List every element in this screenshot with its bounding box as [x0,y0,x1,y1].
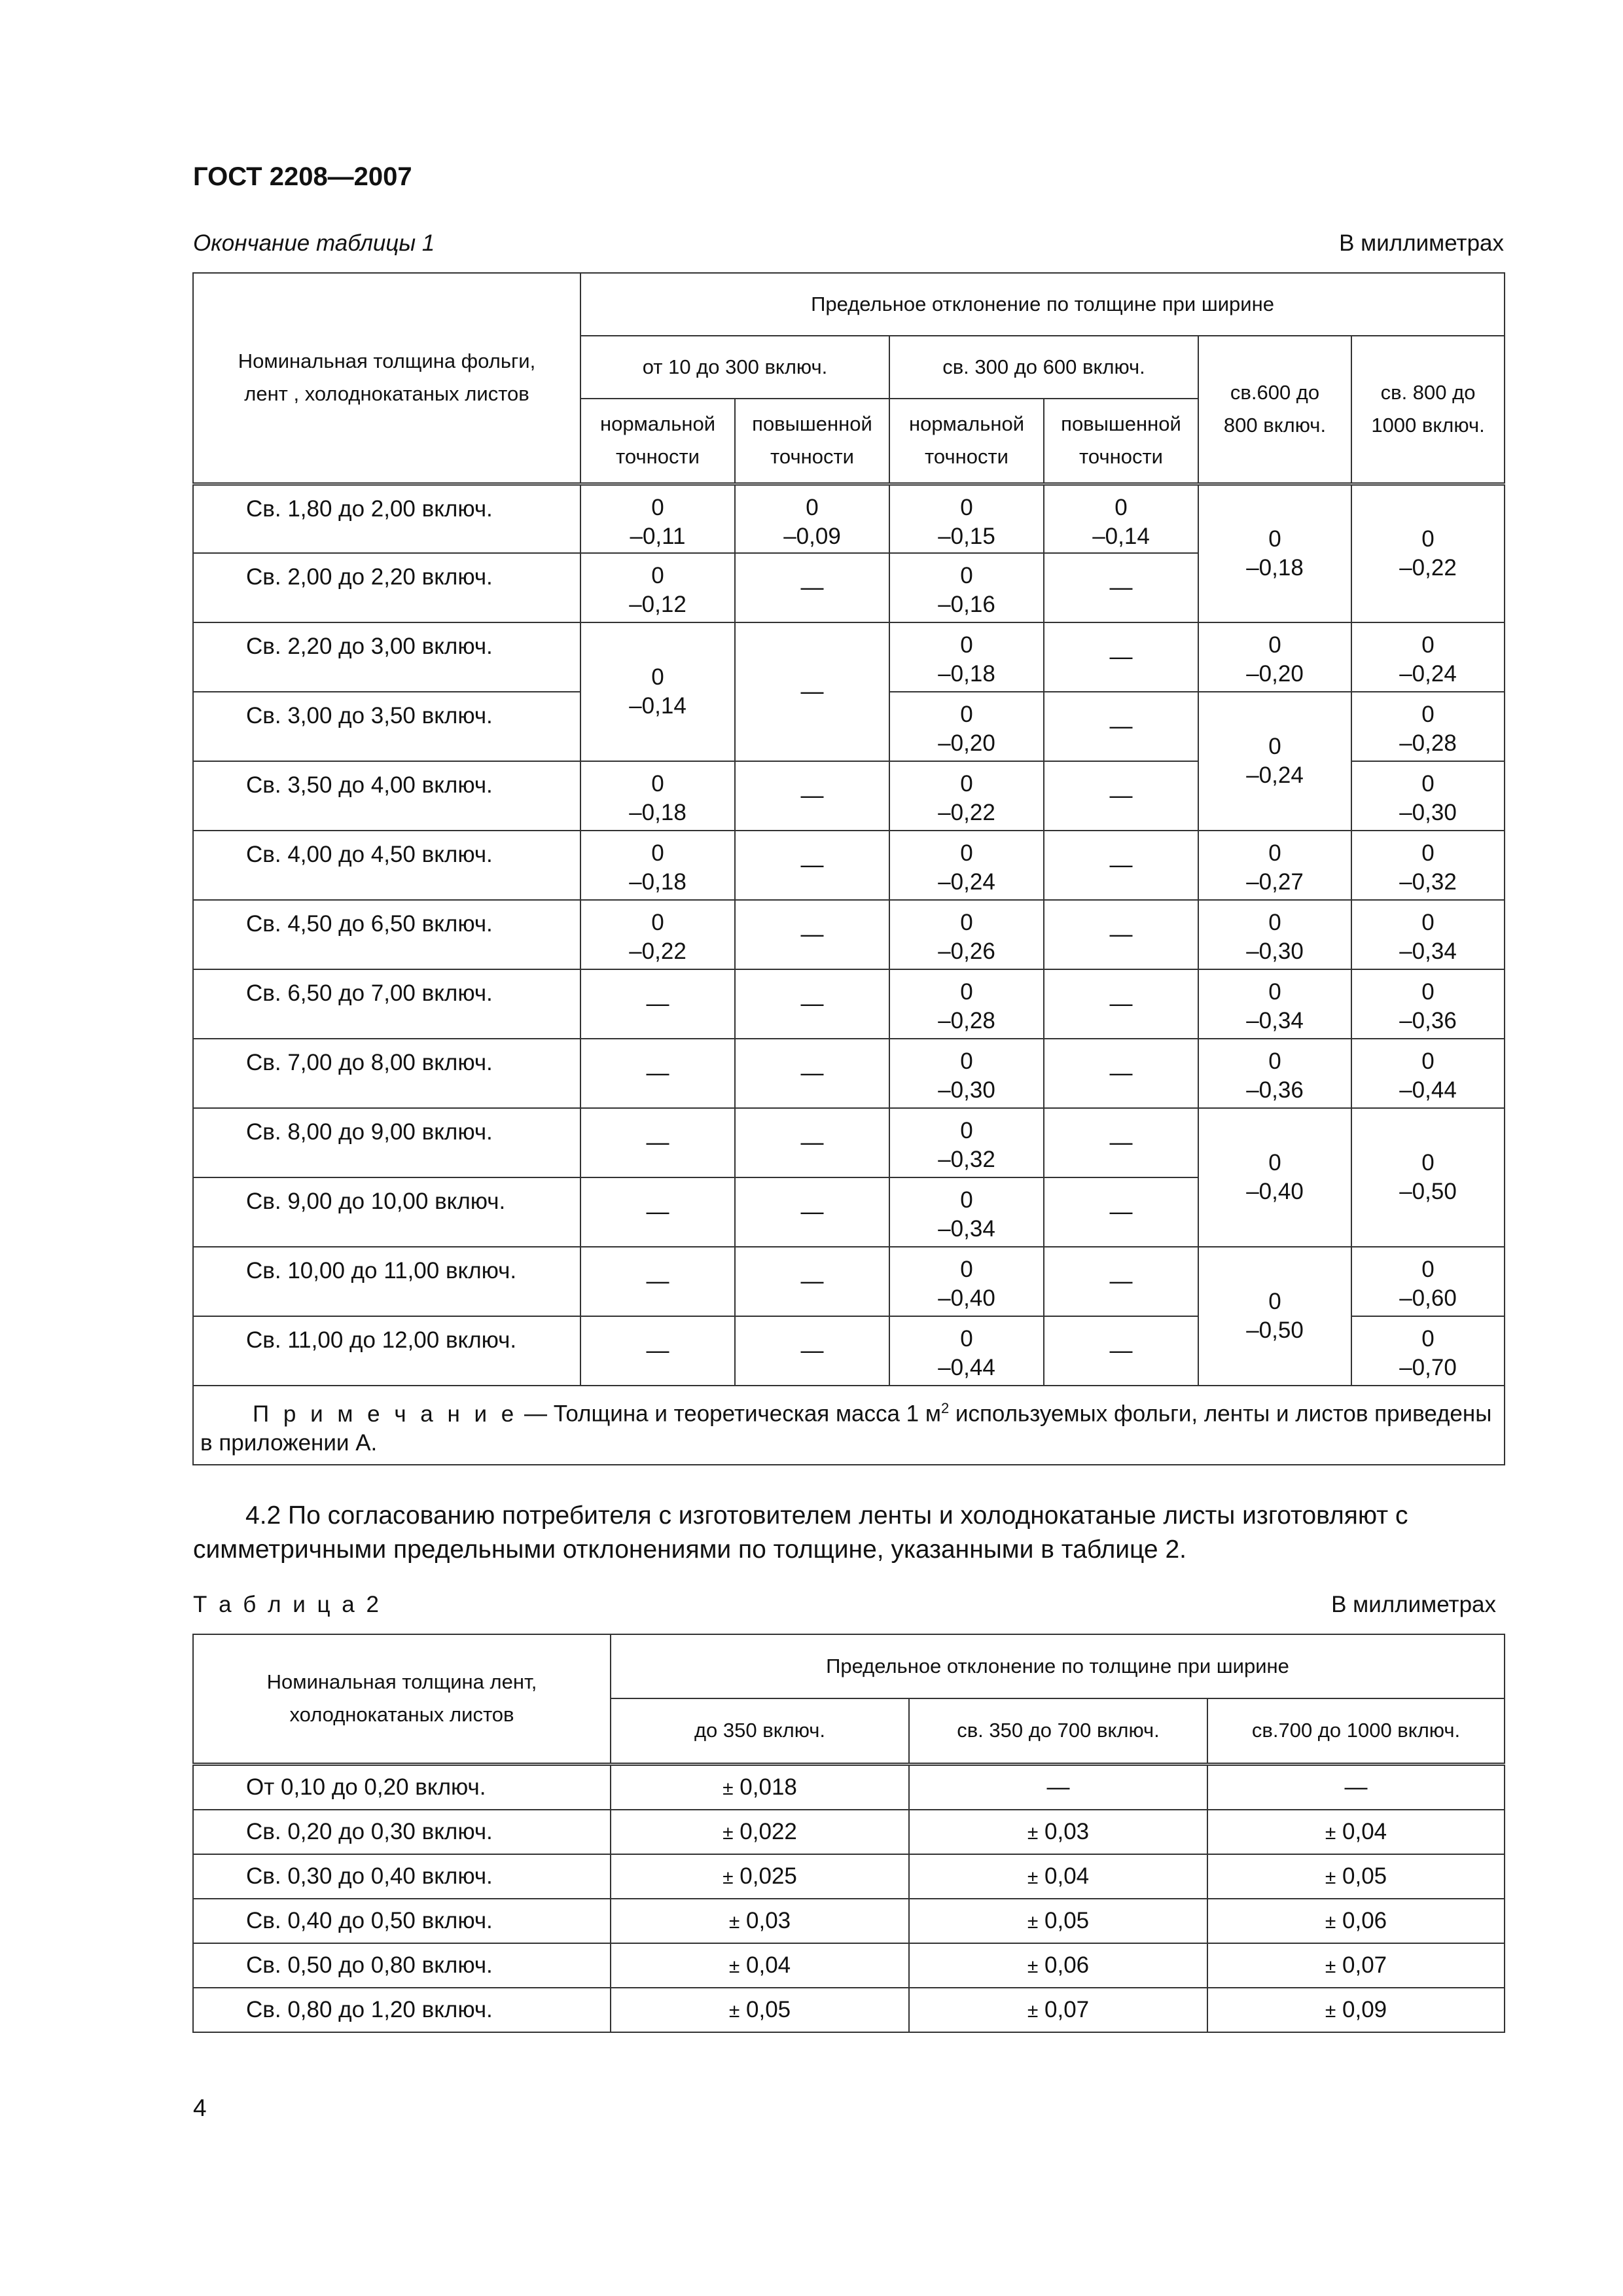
paragraph-4-2: 4.2 По согласованию потребителя с изготовителем ленты и холоднокатаные листы изготовляют с симметричными предельными отклонениями по толщине, указанными в таблице 2. [193,1501,1408,1564]
table1-caption: Окончание таблицы 1 [193,230,435,256]
header-width-3: св.600 до 800 включ. [1198,336,1351,484]
header-thickness: Номинальная толщина лент, холоднокатаных листов [193,1634,611,1764]
cell: 0 –0,18 [889,622,1044,692]
table-row [193,1899,1505,1943]
table-row [193,484,1505,553]
cell: — [735,1316,889,1386]
table-row [193,622,1505,692]
cell: — [735,1039,889,1108]
header-high: повышенной точности [735,399,889,484]
row-label: Св. 10,00 до 11,00 включ. [193,1247,580,1316]
cell: — [735,761,889,831]
table2-units: В миллиметрах [1331,1592,1496,1617]
cell: — [735,622,889,761]
row-label: Св. 6,50 до 7,00 включ. [193,969,580,1039]
cell: 0 –0,28 [889,969,1044,1039]
cell: — [580,969,735,1039]
cell: 0 –0,34 [1351,900,1505,969]
cell: — [1044,1247,1198,1316]
table2-caption: Т а б л и ц а 2 [193,1592,382,1617]
table-2 [192,1634,1505,2033]
cell: — [1044,1039,1198,1108]
row-label: Св. 1,80 до 2,00 включ. [193,484,580,553]
cell: ± 0,03 [909,1810,1207,1854]
cell: 0 –0,30 [1351,761,1505,831]
cell: 0 –0,14 [580,622,735,761]
cell: — [1044,900,1198,969]
cell: ± 0,06 [1207,1899,1505,1943]
table-row [193,831,1505,900]
cell: — [735,1177,889,1247]
cell: 0 –0,09 [735,484,889,553]
cell: 0 –0,18 [580,831,735,900]
header-deviation: Предельное отклонение по толщине при ширине [611,1634,1505,1698]
row-label: Св. 4,50 до 6,50 включ. [193,900,580,969]
cell: 0 –0,28 [1351,692,1505,761]
cell: ± 0,09 [1207,1988,1505,2032]
cell: 0 –0,32 [889,1108,1044,1177]
row-label: Св. 2,20 до 3,00 включ. [193,622,580,692]
row-label: Св. 0,50 до 0,80 включ. [193,1943,611,1988]
cell: 0 –0,24 [1351,622,1505,692]
cell: ± 0,05 [909,1899,1207,1943]
cell: 0 –0,70 [1351,1316,1505,1386]
cell: — [1044,1177,1198,1247]
cell: 0 –0,20 [889,692,1044,761]
header-width-1: от 10 до 300 включ. [580,336,889,399]
cell: 0 –0,18 [580,761,735,831]
cell: 0 –0,44 [889,1316,1044,1386]
table-row [193,1039,1505,1108]
cell: 0 –0,40 [889,1247,1044,1316]
cell: ± 0,07 [1207,1943,1505,1988]
cell: 0 –0,11 [580,484,735,553]
cell: ± 0,04 [611,1943,909,1988]
row-label: Св. 0,80 до 1,20 включ. [193,1988,611,2032]
cell: — [1044,831,1198,900]
cell: — [1044,692,1198,761]
table-row [193,1854,1505,1899]
cell: 0 –0,50 [1198,1247,1351,1386]
cell: — [735,1247,889,1316]
row-label: Св. 8,00 до 9,00 включ. [193,1108,580,1177]
cell: ± 0,022 [611,1810,909,1854]
cell: 0 –0,50 [1351,1108,1505,1247]
table-note: П р и м е ч а н и е — Толщина и теоретическая масса 1 $м^2$ используемых фольги, ленты и листов приведены в приложении А. [193,1386,1505,1465]
header-high: повышенной точности [1044,399,1198,484]
table-1 [192,272,1505,1465]
row-label: Св. 0,20 до 0,30 включ. [193,1810,611,1854]
cell: 0 –0,22 [1351,484,1505,622]
cell: 0 –0,20 [1198,622,1351,692]
cell: 0 –0,30 [889,1039,1044,1108]
cell: ± 0,025 [611,1854,909,1899]
cell: 0 –0,14 [1044,484,1198,553]
document-header: ГОСТ 2208—2007 [193,162,412,191]
header-deviation: Предельное отклонение по толщине при ширине [580,273,1505,336]
row-label: Св. 2,00 до 2,20 включ. [193,553,580,622]
cell: 0 –0,40 [1198,1108,1351,1247]
cell: — [1207,1764,1505,1810]
cell: 0 –0,44 [1351,1039,1505,1108]
table-row [193,1988,1505,2032]
header-width-1: до 350 включ. [611,1698,909,1764]
header-width-2: св. 300 до 600 включ. [889,336,1198,399]
row-label: Св. 11,00 до 12,00 включ. [193,1316,580,1386]
cell: ± 0,03 [611,1899,909,1943]
table-row [193,1247,1505,1316]
cell: 0 –0,60 [1351,1247,1505,1316]
cell: 0 –0,27 [1198,831,1351,900]
table-row [193,1764,1505,1810]
row-label: Св. 9,00 до 10,00 включ. [193,1177,580,1247]
cell: ± 0,04 [1207,1810,1505,1854]
cell: 0 –0,15 [889,484,1044,553]
table1-units: В миллиметрах [1339,230,1504,256]
table-row [193,900,1505,969]
cell: 0 –0,18 [1198,484,1351,622]
cell: ± 0,05 [611,1988,909,2032]
cell: ± 0,06 [909,1943,1207,1988]
cell: — [1044,1108,1198,1177]
cell: ± 0,04 [909,1854,1207,1899]
cell: 0 –0,30 [1198,900,1351,969]
cell: 0 –0,16 [889,553,1044,622]
cell: — [735,969,889,1039]
cell: — [1044,1316,1198,1386]
header-normal: нормальной точности [580,399,735,484]
cell: — [909,1764,1207,1810]
cell: — [735,900,889,969]
cell: 0 –0,12 [580,553,735,622]
cell: — [1044,969,1198,1039]
cell: — [1044,761,1198,831]
cell: ± 0,05 [1207,1854,1505,1899]
table-row [193,1943,1505,1988]
cell: — [580,1039,735,1108]
cell: 0 –0,24 [889,831,1044,900]
table-row [193,969,1505,1039]
cell: 0 –0,36 [1198,1039,1351,1108]
row-label: Св. 0,40 до 0,50 включ. [193,1899,611,1943]
cell: — [735,1108,889,1177]
row-label: От 0,10 до 0,20 включ. [193,1764,611,1810]
cell: 0 –0,34 [889,1177,1044,1247]
cell: — [735,831,889,900]
cell: — [735,553,889,622]
row-label: Св. 0,30 до 0,40 включ. [193,1854,611,1899]
cell: — [1044,622,1198,692]
cell: 0 –0,36 [1351,969,1505,1039]
cell: ± 0,07 [909,1988,1207,2032]
row-label: Св. 4,00 до 4,50 включ. [193,831,580,900]
row-label: Св. 3,50 до 4,00 включ. [193,761,580,831]
header-thickness: Номинальная толщина фольги, лент , холоднокатаных листов [193,273,580,484]
header-width-3: св.700 до 1000 включ. [1207,1698,1505,1764]
header-width-4: св. 800 до 1000 включ. [1351,336,1505,484]
page-number: 4 [193,2094,207,2121]
cell: ± 0,018 [611,1764,909,1810]
row-label: Св. 7,00 до 8,00 включ. [193,1039,580,1108]
header-width-2: св. 350 до 700 включ. [909,1698,1207,1764]
cell: — [580,1247,735,1316]
cell: 0 –0,22 [889,761,1044,831]
cell: — [580,1316,735,1386]
cell: 0 –0,32 [1351,831,1505,900]
table-row [193,1810,1505,1854]
cell: 0 –0,26 [889,900,1044,969]
cell: 0 –0,22 [580,900,735,969]
row-label: Св. 3,00 до 3,50 включ. [193,692,580,761]
table-row [193,1108,1505,1177]
cell: — [1044,553,1198,622]
cell: — [580,1177,735,1247]
cell: — [580,1108,735,1177]
cell: 0 –0,24 [1198,692,1351,831]
header-normal: нормальной точности [889,399,1044,484]
cell: 0 –0,34 [1198,969,1351,1039]
